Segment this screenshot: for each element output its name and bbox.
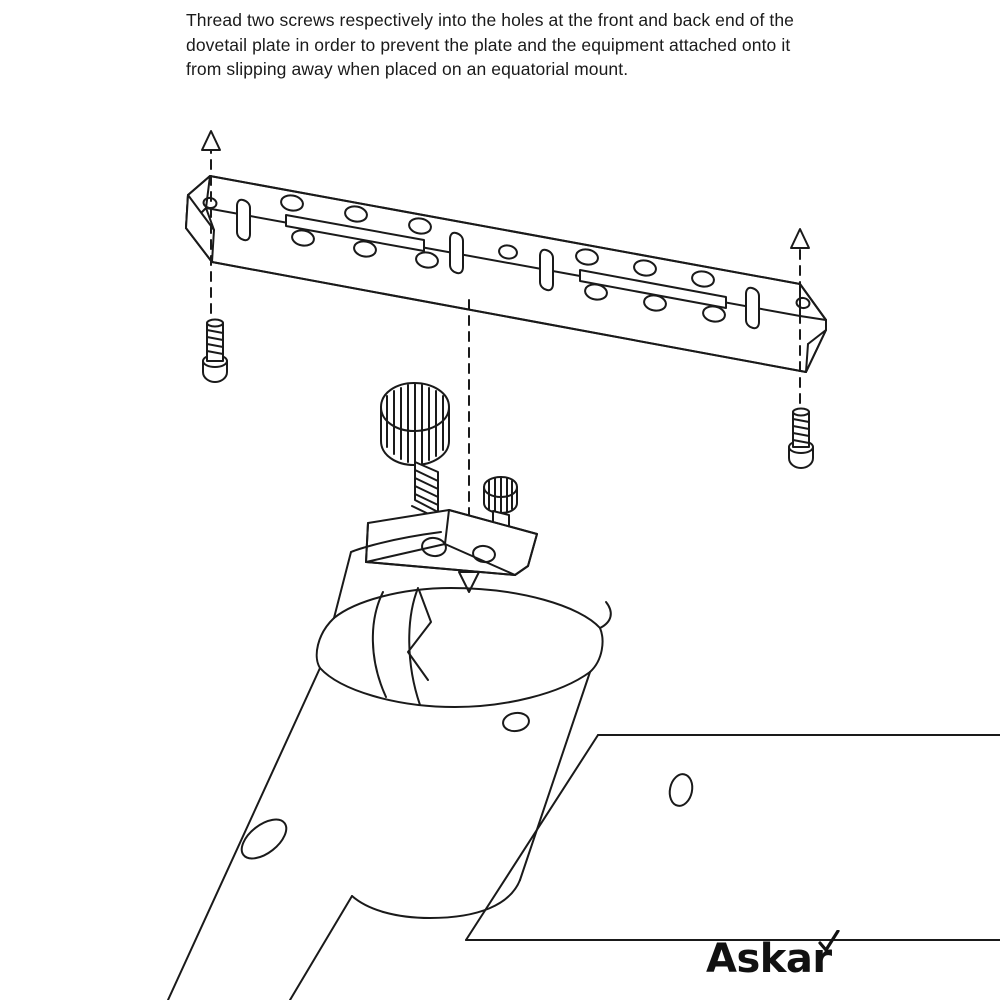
rear-screw xyxy=(789,409,813,469)
dovetail-plate xyxy=(186,176,826,372)
telescope-tube xyxy=(168,532,611,1000)
askar-checkmark-icon xyxy=(818,930,840,952)
instruction-paragraph: Thread two screws respectively into the holes at the front and back end of the dovetail plate in order to prevent the plate and the equipment attached onto it from slipping away when placed on an equatorial mount. xyxy=(186,10,799,79)
clamp-knob xyxy=(381,383,449,520)
front-screw xyxy=(203,320,227,383)
brand-wordmark: Askar xyxy=(706,936,832,982)
equatorial-mount-surface xyxy=(466,735,1000,940)
